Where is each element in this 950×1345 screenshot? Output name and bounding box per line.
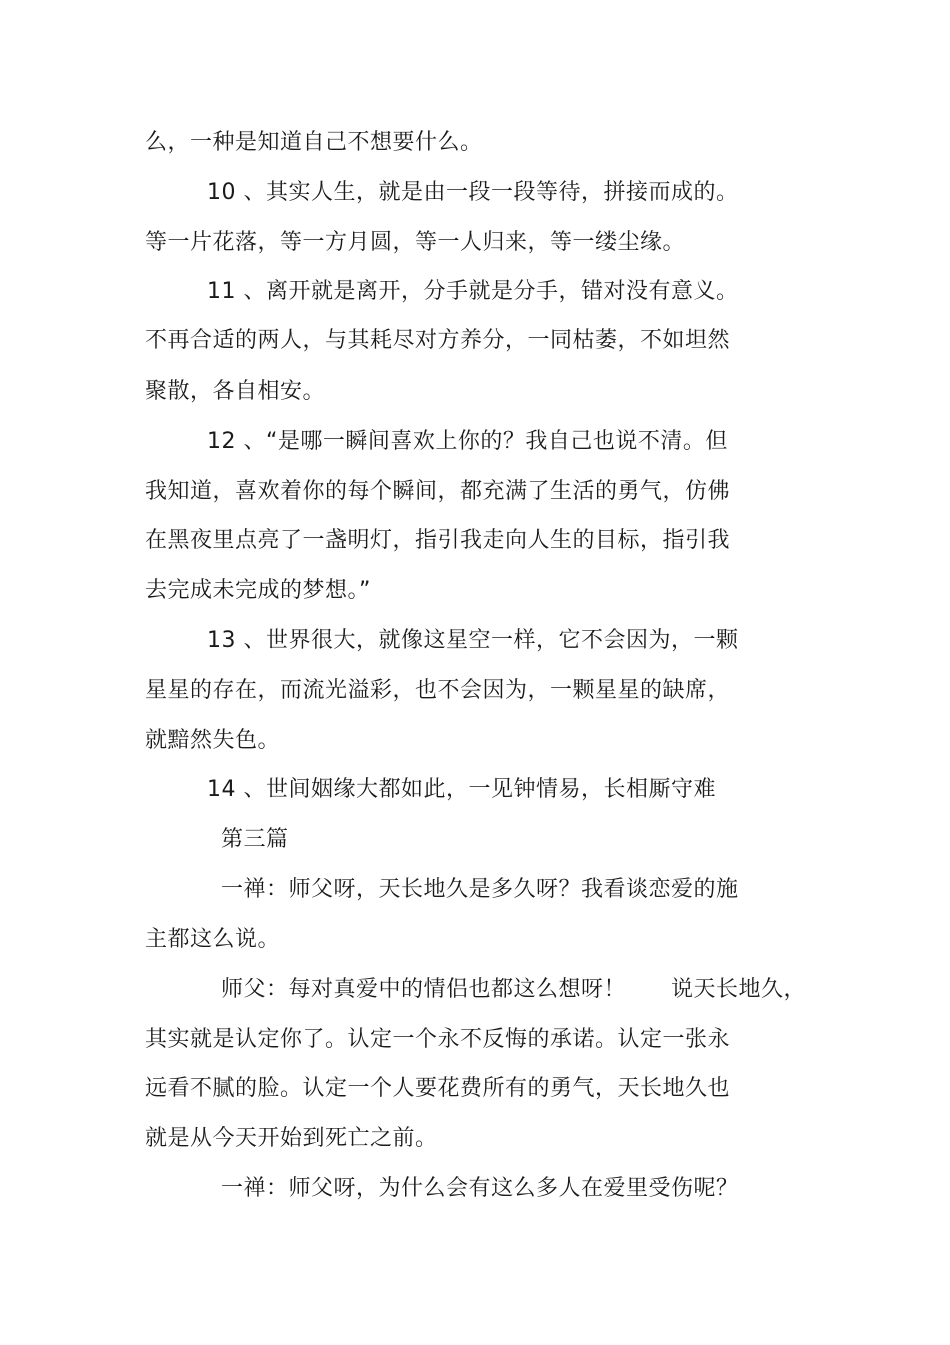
text-line: 不再合适的两人，与其耗尽对方养分，一同枯萎，不如坦然: [145, 328, 731, 353]
text-line: 14 、世间姻缘大都如此，一见钟情易，长相厮守难: [207, 777, 716, 802]
text-line: 一禅：师父呀，为什么会有这么多人在爱里受伤呢？: [221, 1176, 739, 1201]
text-line: 去完成未完成的梦想。”: [145, 578, 371, 603]
text-line: 一禅：师父呀，天长地久是多久呀？我看谈恋爱的施: [221, 877, 739, 902]
text-line: 远看不腻的脸。认定一个人要花费所有的勇气，天长地久也: [145, 1076, 731, 1101]
section-heading: 第三篇: [221, 827, 289, 852]
text-line: 聚散，各自相安。: [145, 379, 326, 404]
text-line: 就是从今天开始到死亡之前。: [145, 1126, 438, 1151]
text-line: 其实就是认定你了。认定一个永不反悔的承诺。认定一张永: [145, 1027, 731, 1052]
text-line: 就黯然失色。: [145, 728, 281, 753]
text-line: 么，一种是知道自己不想要什么。: [145, 130, 483, 155]
text-line: 主都这么说。: [145, 927, 281, 952]
text-line: 星星的存在，而流光溢彩，也不会因为，一颗星星的缺席，: [145, 678, 731, 703]
text-line: 13 、世界很大，就像这星空一样，它不会因为，一颗: [207, 628, 739, 653]
text-line: 12 、“是哪一瞬间喜欢上你的？我自己也说不清。但: [207, 429, 728, 454]
text-line: 在黑夜里点亮了一盏明灯，指引我走向人生的目标，指引我: [145, 528, 731, 553]
text-line: 师父：每对真爱中的情侣也都这么想呀！ 说天长地久，: [221, 977, 807, 1002]
text-line: 等一片花落，等一方月圆，等一人归来，等一缕尘缘。: [145, 230, 686, 255]
text-line: 11 、离开就是离开，分手就是分手，错对没有意义。: [207, 279, 739, 304]
text-line: 我知道，喜欢着你的每个瞬间，都充满了生活的勇气，仿佛: [145, 479, 731, 504]
text-line: 10 、其实人生，就是由一段一段等待，拼接而成的。: [207, 180, 739, 205]
